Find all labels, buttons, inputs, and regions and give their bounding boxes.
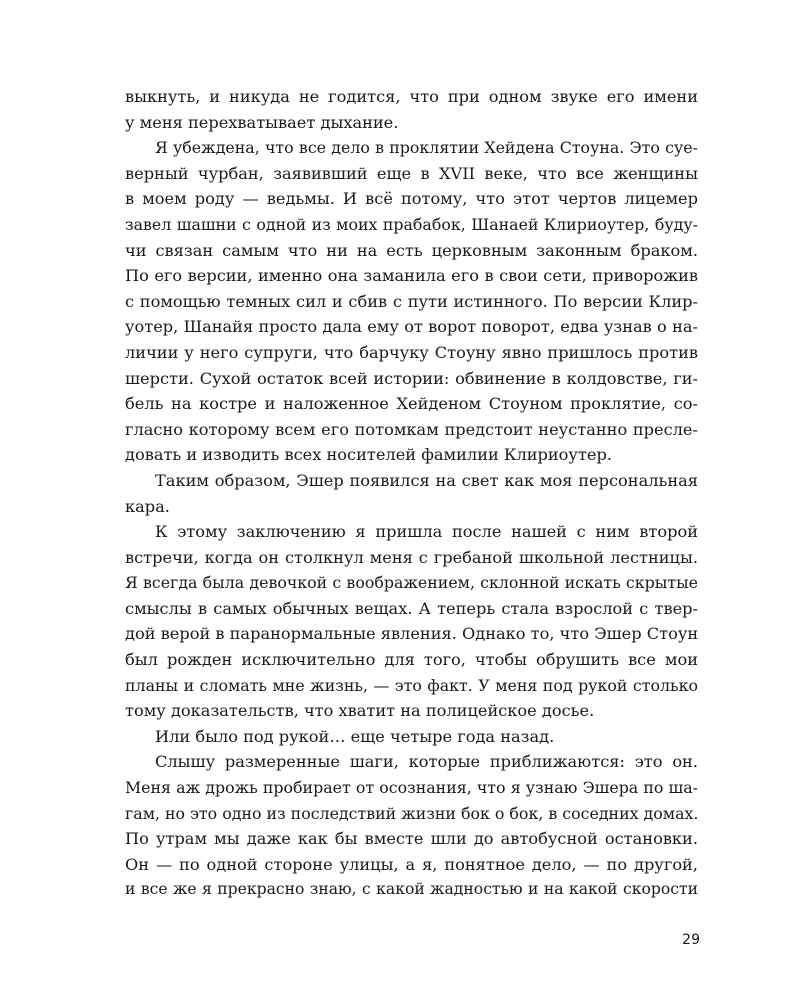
text-line: гласно которому всем его потомкам предстоит неустанно пресле- <box>125 419 698 439</box>
text-line: По его версии, именно она заманила его в свои сети, приворожив <box>125 266 698 286</box>
text-line: Меня аж дрожь пробирает от осознания, что я узнаю Эшера по ша- <box>125 778 698 798</box>
body-text <box>125 84 698 903</box>
text-line: завел шашни с одной из моих прабабок, Шанаей Клириоутер, буду- <box>125 214 698 234</box>
text-line: смыслы в самых обычных вещах. А теперь стала взрослой с твер- <box>125 598 698 618</box>
text-line: встречи, когда он столкнул меня с гребаной школьной лестницы. <box>125 547 698 567</box>
text-line: гам, но это одно из последствий жизни бок о бок, в соседних домах. <box>125 803 699 823</box>
text-line: с помощью темных сил и сбив с пути истинного. По версии Клир- <box>125 291 698 311</box>
page-number: 29 <box>682 932 700 948</box>
text-line: в моем роду — ведьмы. И всё потому, что этот чертов лицемер <box>125 189 698 209</box>
text-line: уотер, Шанайя просто дала ему от ворот поворот, едва узнав о на- <box>125 317 698 337</box>
text-line: Таким образом, Эшер появился на свет как моя персональная <box>155 470 698 490</box>
text-line: кара. <box>125 496 170 516</box>
text-line: чи связан самым что ни на есть церковным законным браком. <box>125 240 698 260</box>
text-line: планы и сломать мне жизнь, — это факт. У меня под рукой столько <box>125 675 698 695</box>
text-line: личии у него супруги, что барчуку Стоуну явно пришлось против <box>125 342 698 362</box>
text-line: шерсти. Сухой остаток всей истории: обвинение в колдовстве, ги- <box>125 368 698 388</box>
text-line: Я убеждена, что все дело в проклятии Хейдена Стоуна. Это суе- <box>155 138 698 158</box>
text-line: бель на костре и наложенное Хейденом Стоуном проклятие, со- <box>125 394 698 414</box>
text-line: дой верой в паранормальные явления. Однако то, что Эшер Стоун <box>125 624 699 644</box>
text-line: верный чурбан, заявивший еще в XVII веке, что все женщины <box>125 163 698 183</box>
text-line: К этому заключению я пришла после нашей с ним второй <box>155 522 698 542</box>
text-line: Слышу размеренные шаги, которые приближаются: это он. <box>155 752 698 772</box>
text-line: выкнуть, и никуда не годится, что при одном звуке его имени <box>125 87 698 106</box>
text-line: Я всегда была девочкой с воображением, склонной искать скрытые <box>125 573 698 593</box>
text-line: был рожден исключительно для того, чтобы обрушить все мои <box>125 650 698 670</box>
text-line: Или было под рукой… еще четыре года назад. <box>155 726 555 746</box>
text-line: у меня перехватывает дыхание. <box>125 112 399 132</box>
text-line: и все же я прекрасно знаю, с какой жадностью и на какой скорости <box>125 880 698 899</box>
text-line: Он — по одной стороне улицы, а я, понятное дело, — по другой, <box>125 854 698 874</box>
text-line: тому доказательств, что хватит на полицейское досье. <box>125 701 595 721</box>
text-line: По утрам мы даже как бы вместе шли до автобусной остановки. <box>125 829 698 849</box>
text-line: довать и изводить всех носителей фамилии Клириоутер. <box>125 445 613 465</box>
